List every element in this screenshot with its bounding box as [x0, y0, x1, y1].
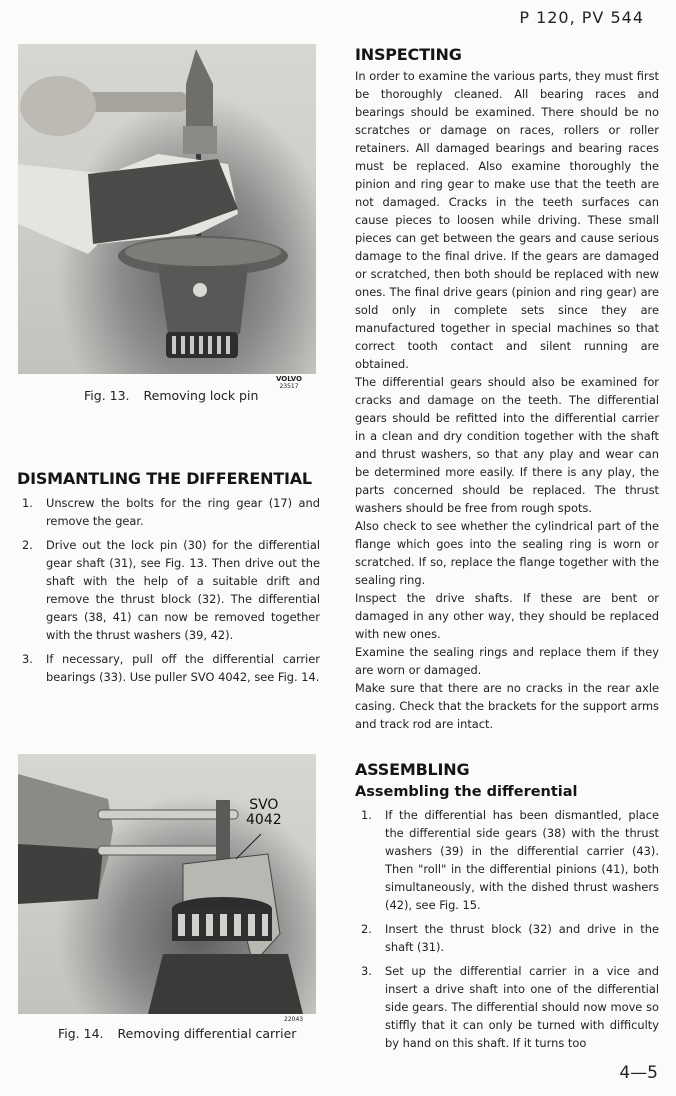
inspecting-paragraph: Examine the sealing rings and replace them if they are worn or damaged. — [355, 645, 659, 677]
dismantling-heading: DISMANTLING THE DIFFERENTIAL — [17, 469, 312, 488]
step-text: Unscrew the bolts for the ring gear (17) and remove the gear. — [46, 496, 320, 528]
inspecting-paragraph: In order to examine the various parts, they must first be thoroughly cleaned. All bearing races and bearings should be examined. There should be no scratches or damage on races, rollers or roller retainers. All damaged bearings and bearing races must be replaced. Also examine thoroughly the pinion and ring gear to make use that the teeth are not damaged. Cracks in the teeth surfaces can cause pieces to loosen while driving. These small pieces can get between the gears and cause serious damage to the final drive. If the gears are damaged or scratched, then both should be replaced with new ones. The final drive gears (pinion and ring gear) are sold only in complete sets since they are manufactured together in special machines so that correct tooth contact and silent running are obtained. — [355, 69, 659, 371]
dismantling-step — [18, 494, 320, 530]
figure-14-code: 22043 — [284, 1016, 304, 1023]
assembling-subheading: Assembling the differential — [355, 784, 578, 800]
step-number: 2. — [22, 538, 33, 552]
figure-13-caption — [84, 388, 258, 403]
inspecting-paragraph: Make sure that there are no cracks in the rear axle casing. Check that the brackets for the support arms and track rod are intact. — [355, 681, 659, 731]
step-text: If the differential has been dismantled, place the differential side gears (38) with the thrust washers (39) in the differential carrier (43). Then "roll" in the differential pinions (41), both simultaneously, with the dished thrust washers (42), see Fig. 15. — [385, 808, 659, 912]
assembling-heading: ASSEMBLING — [355, 760, 470, 779]
puller-tool-illustration — [18, 754, 316, 1014]
inspecting-heading: INSPECTING — [355, 45, 462, 64]
dismantling-step — [18, 650, 320, 686]
inspecting-paragraph: Inspect the drive shafts. If these are bent or damaged in any other way, they should be replaced with new ones. — [355, 591, 659, 641]
assembling-steps — [357, 806, 659, 1058]
figure-14-caption-text: Removing differential carrier — [117, 1026, 297, 1041]
step-text: Insert the thrust block (32) and drive in the shaft (31). — [385, 922, 659, 954]
tool-label — [246, 798, 282, 828]
step-number: 3. — [361, 964, 372, 978]
step-number: 3. — [22, 652, 33, 666]
figure-13-photo — [18, 44, 316, 374]
inspecting-body — [355, 67, 659, 733]
inspecting-paragraph: Also check to see whether the cylindrical part of the flange which goes into the sealing ring is worn or scratched. If so, replace the flange together with the sealing ring. — [355, 519, 659, 587]
assembling-step — [357, 962, 659, 1052]
model-reference-header: P 120, PV 544 — [519, 8, 644, 27]
tool-label-line2: 4042 — [246, 812, 282, 828]
tool-label-line1: SVO — [249, 797, 279, 813]
dismantling-step — [18, 536, 320, 644]
figure-14-caption-number: Fig. 14. — [58, 1026, 104, 1041]
figure-13-caption-text: Removing lock pin — [143, 388, 259, 403]
step-text: Set up the differential carrier in a vice and insert a drive shaft into one of the differential side gears. The differential should now move so stiffly that it can only be turned with difficulty by hand on this shaft. If it turns too — [385, 964, 659, 1050]
hammer-drift-illustration — [18, 44, 316, 374]
step-text: Drive out the lock pin (30) for the differential gear shaft (31), see Fig. 13. Then drive out the shaft with the help of a suitable drift and remove the thrust block (32). The differential gears (38, 41) can now be removed together with the thrust washers (39, 42). — [46, 538, 320, 642]
figure-13-code — [276, 376, 302, 390]
dismantling-steps — [18, 494, 320, 692]
step-text: If necessary, pull off the differential carrier bearings (33). Use puller SVO 4042, see Fig. 14. — [46, 652, 320, 684]
step-number: 1. — [22, 496, 33, 510]
step-number: 2. — [361, 922, 372, 936]
step-number: 1. — [361, 808, 372, 822]
figure-14-photo — [18, 754, 316, 1014]
figure-13-number: 23517 — [279, 383, 299, 390]
figure-14-caption — [58, 1026, 296, 1041]
figure-13-caption-number: Fig. 13. — [84, 388, 130, 403]
inspecting-paragraph: The differential gears should also be examined for cracks and damage on the teeth. The differential gears should be refitted into the differential carrier in a clean and dry condition together with the shaft and thrust washers, so that any play and wear can be determined more easily. If there is any play, the parts concerned should be replaced. The thrust washers should be free from rough spots. — [355, 375, 659, 515]
assembling-step — [357, 920, 659, 956]
page-number: 4—5 — [619, 1063, 658, 1083]
figure-13-brand: VOLVO — [276, 375, 302, 383]
assembling-step — [357, 806, 659, 914]
